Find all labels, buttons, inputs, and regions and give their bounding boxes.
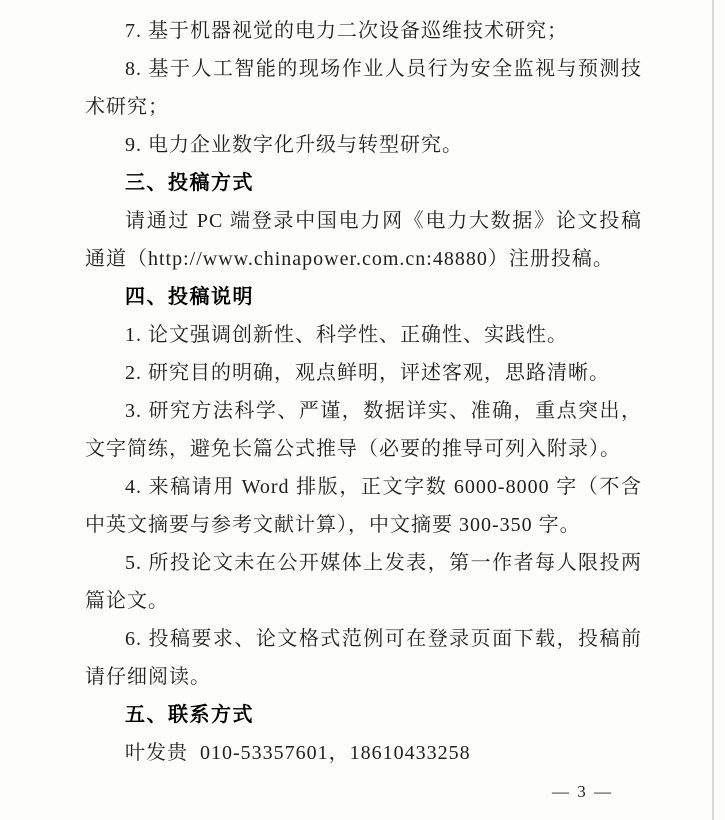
scan-edge-line	[712, 0, 714, 820]
topic-list-item-9: 9. 电力企业数字化升级与转型研究。	[125, 134, 463, 156]
submission-note-6: 6. 投稿要求、论文格式范例可在登录页面下载，投稿前请仔细阅读。	[85, 628, 642, 688]
submission-note-5: 5. 所投论文未在公开媒体上发表，第一作者每人限投两篇论文。	[85, 552, 642, 612]
contact-line: 叶发贵 010-53357601，18610433258	[125, 742, 471, 764]
paragraph-submission-method: 请通过 PC 端登录中国电力网《电力大数据》论文投稿通道（http://www.chinapower.com.cn:48880）注册投稿。	[85, 210, 642, 270]
topic-list-item-7: 7. 基于机器视觉的电力二次设备巡维技术研究；	[125, 20, 568, 42]
submission-note-3: 3. 研究方法科学、严谨，数据详实、准确，重点突出，文字简练，避免长篇公式推导（必要的推导可列入附录）。	[85, 400, 642, 460]
submission-note-4: 4. 来稿请用 Word 排版，正文字数 6000-8000 字（不含中英文摘要与参考文献计算），中文摘要 300-350 字。	[85, 476, 642, 536]
topic-list-item-8: 8. 基于人工智能的现场作业人员行为安全监视与预测技术研究；	[85, 58, 642, 118]
submission-note-2: 2. 研究目的明确，观点鲜明，评述客观，思路清晰。	[125, 362, 610, 384]
submission-note-1: 1. 论文强调创新性、科学性、正确性、实践性。	[125, 324, 568, 346]
page-number: — 3 —	[552, 782, 613, 801]
section-heading-submission-method: 三、投稿方式	[125, 172, 254, 194]
document-content	[85, 12, 642, 772]
section-heading-submission-notes: 四、投稿说明	[125, 286, 254, 308]
section-heading-contact: 五、联系方式	[125, 704, 254, 726]
